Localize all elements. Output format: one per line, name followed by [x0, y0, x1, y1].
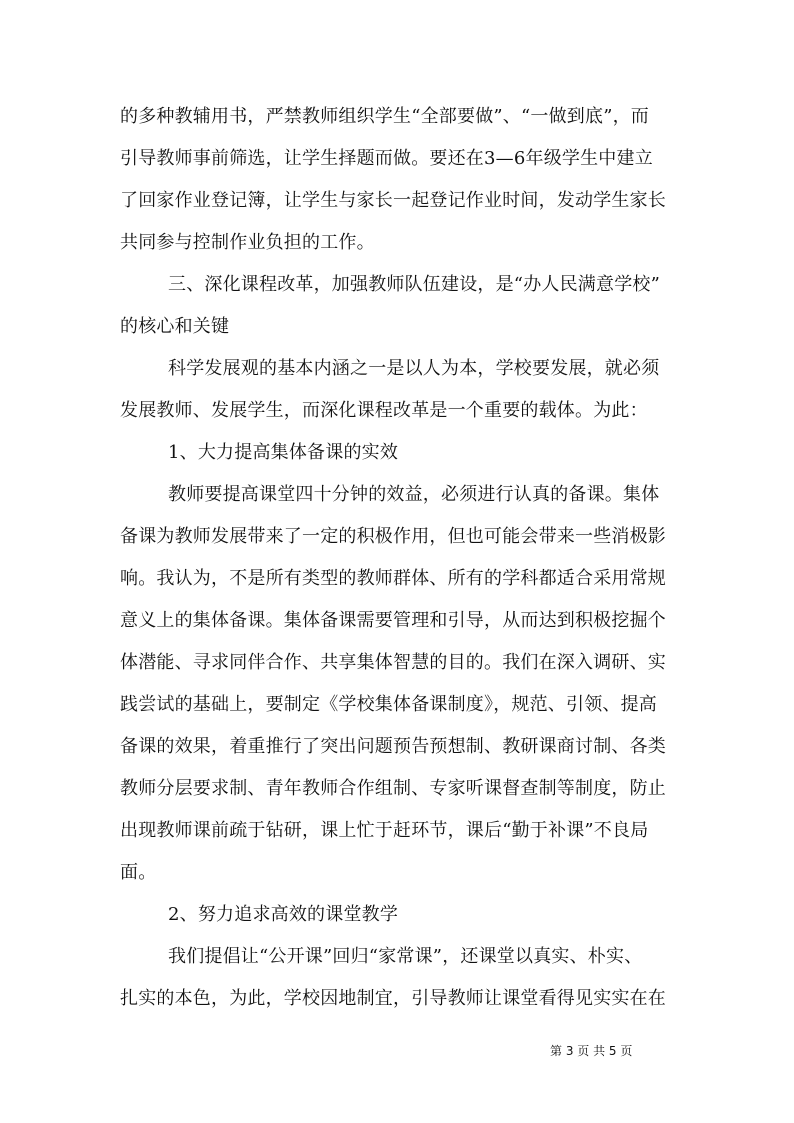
body-text-line: 了回家作业登记簿，让学生与家长一起登记作业时间，发动学生家长: [120, 190, 666, 211]
body-text-line: 出现教师课前疏于钻研，课上忙于赶环节，课后“勤于补课”不良局: [120, 820, 649, 841]
body-text-line: 教师要提高课堂四十分钟的效益，必须进行认真的备课。集体: [168, 484, 660, 505]
body-text-line: 引导教师事前筛选，让学生择题而做。要还在3—6年级学生中建立: [120, 148, 653, 169]
body-text-line: 备课为教师发展带来了一定的积极作用，但也可能会带来一些消极影: [120, 526, 666, 547]
body-text-line: 响。我认为，不是所有类型的教师群体、所有的学科都适合采用常规: [120, 568, 666, 589]
body-text-line: 科学发展观的基本内涵之一是以人为本，学校要发展，就必须: [168, 358, 660, 379]
body-text-line: 意义上的集体备课。集体备课需要管理和引导，从而达到积极挖掘个: [120, 610, 666, 631]
body-text-line: 的多种教辅用书，严禁教师组织学生“全部要做”、“一做到底”，而: [120, 106, 650, 127]
subsection-heading: 1、大力提高集体备课的实效: [168, 442, 399, 463]
section-heading-continuation: 的核心和关键: [120, 316, 230, 337]
body-text-line: 共同参与控制作业负担的工作。: [120, 232, 375, 253]
body-text-line: 我们提倡让“公开课”回归“家常课”，还课堂以真实、朴实、: [168, 946, 643, 967]
body-text-line: 践尝试的基础上，要制定《学校集体备课制度》，规范、引领、提高: [120, 694, 657, 715]
body-text-line: 教师分层要求制、青年教师合作组制、专家听课督查制等制度，防止: [120, 778, 666, 799]
body-text-line: 面。: [120, 862, 157, 883]
body-text-line: 发展教师、发展学生，而深化课程改革是一个重要的载体。为此：: [120, 400, 648, 421]
subsection-heading: 2、努力追求高效的课堂教学: [168, 904, 399, 925]
section-heading: 三、深化课程改革，加强教师队伍建设，是“办人民满意学校”: [168, 274, 661, 295]
body-text-line: 扎实的本色，为此，学校因地制宜，引导教师让课堂看得见实实在在: [120, 988, 666, 1009]
body-text-line: 体潜能、寻求同伴合作、共享集体智慧的目的。我们在深入调研、实: [120, 652, 666, 673]
body-text-line: 备课的效果，着重推行了突出问题预告预想制、教研课商讨制、各类: [120, 736, 666, 757]
page-number-footer: 第 3 页 共 5 页: [550, 1044, 633, 1058]
